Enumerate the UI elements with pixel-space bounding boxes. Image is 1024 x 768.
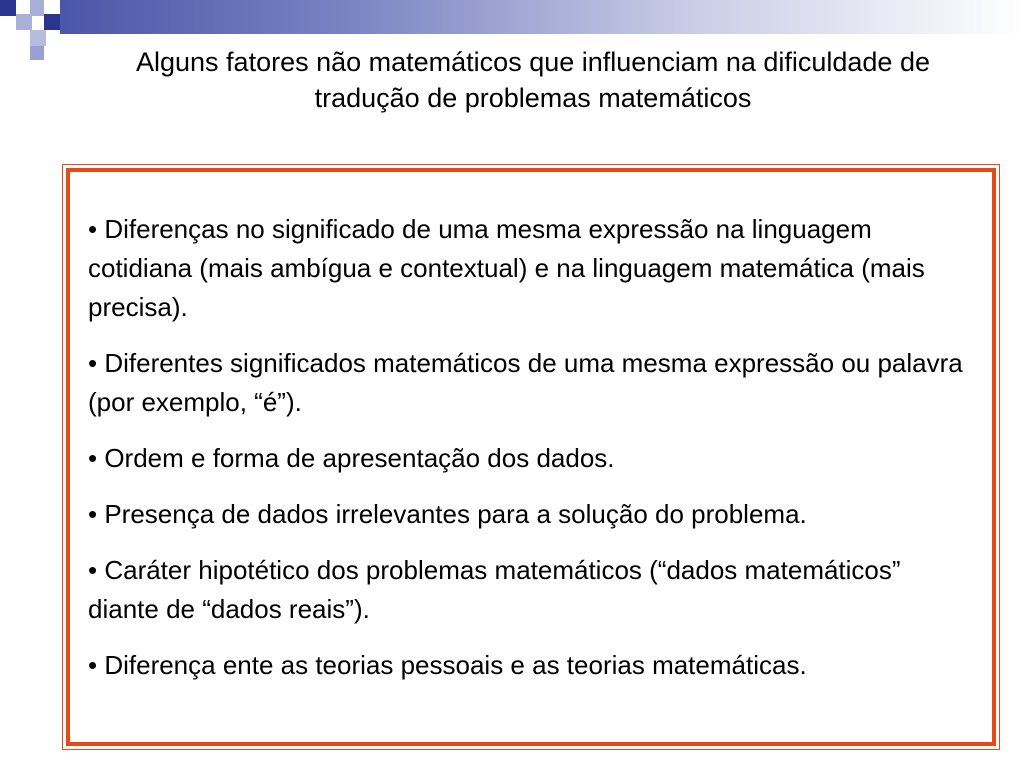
bullet-item: • Diferença ente as teorias pessoais e as teorias matemáticas. <box>88 650 807 680</box>
bullet-item: • Caráter hipotético dos problemas matemáticos (“dados matemáticos” diante de “dados reais”). <box>88 555 901 624</box>
bullet-item: • Diferentes significados matemáticos de uma mesma expressão ou palavra (por exemplo, “é”). <box>88 348 963 417</box>
decor-square <box>44 14 60 30</box>
bullet-item: • Ordem e forma de apresentação dos dados. <box>88 443 615 473</box>
bullet-item: • Diferenças no significado de uma mesma expressão na linguagem cotidiana (mais ambígua e contextual) e na linguagem matemática (mais precisa). <box>88 214 925 322</box>
decor-square <box>30 30 46 46</box>
decor-square <box>16 14 32 30</box>
decor-square <box>30 46 44 60</box>
header-gradient-band <box>60 0 1024 34</box>
decor-square <box>0 0 16 16</box>
slide-title: Alguns fatores não matemáticos que influenciam na dificuldade de tradução de problemas matemáticos <box>136 47 930 113</box>
bullet-list <box>88 210 978 702</box>
bullet-item: • Presença de dados irrelevantes para a solução do problema. <box>88 499 807 529</box>
